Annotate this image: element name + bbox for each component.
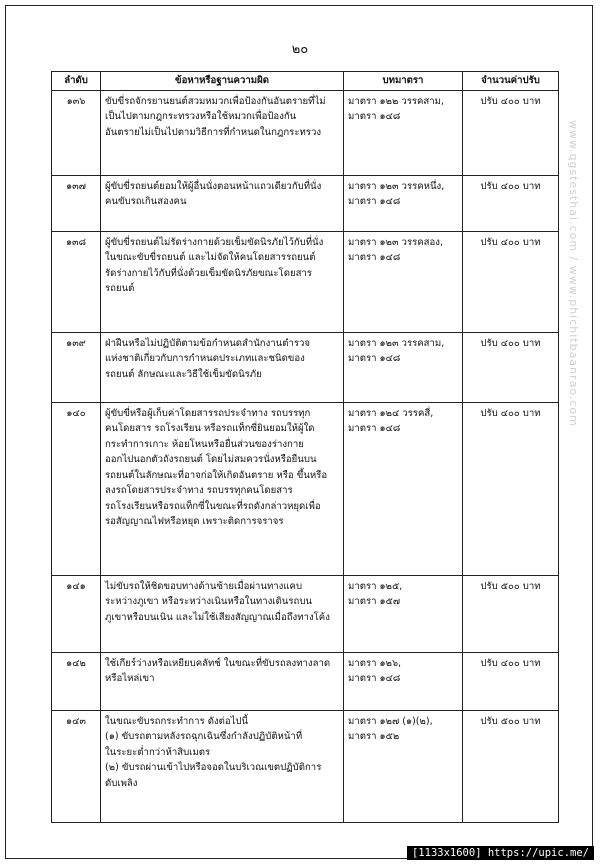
fine-amount: ปรับ ๔๐๐ บาท: [463, 90, 559, 175]
row-number: ๑๓๖: [52, 90, 101, 175]
table-row: [52, 402, 559, 575]
fault-line: ดับเพลิง: [105, 777, 138, 789]
section-line: มาตรา ๑๔๘: [348, 673, 401, 684]
fault-description: [101, 332, 344, 402]
fault-line: ขับขี่รถจักรยานยนต์สวมหมวกเพื่อป้องกันอันตรายที่ไม่: [105, 95, 326, 107]
fault-line: ในขณะขับรถกระทำการ ดังต่อไปนี้: [105, 715, 249, 727]
section-line: มาตรา ๑๕๒: [348, 731, 400, 742]
fault-line: ฝ่าฝืนหรือไม่ปฏิบัติตามข้อกำหนดสำนักงานตำรวจ: [105, 337, 311, 349]
section-line: มาตรา ๑๕๗: [348, 596, 401, 607]
fine-amount: ปรับ ๕๐๐ บาท: [463, 575, 559, 652]
fault-line: ในระยะต่ำกว่าห้าสิบเมตร: [105, 746, 211, 758]
fault-line: (๒) ขับรถผ่านเข้าไปหรือจอดในบริเวณเขตปฏิบัติการ: [105, 762, 322, 773]
section-reference: [344, 652, 463, 710]
fault-line: ใช้เกียร์ว่างหรือเหยียบคลัทช์ ในขณะที่ขับรถลงทางลาด: [105, 657, 331, 669]
fault-description: [101, 710, 344, 822]
fault-line: รัดร่างกายไว้กับที่นั่งด้วยเข็มขัดนิรภัยขณะโดยสาร: [105, 267, 312, 279]
section-reference: [344, 175, 463, 231]
fault-line: แห่งชาติเกี่ยวกับการกำหนดประเภทและชนิดของ: [105, 353, 305, 364]
header-fault: ข้อหาหรือฐานความผิด: [101, 72, 344, 91]
watermark: www.qgstesthai.com / www.phichitbaanrao.com: [567, 120, 580, 427]
section-line: มาตรา ๑๒๗ (๑)(๒),: [348, 715, 433, 727]
section-line: มาตรา ๑๔๘: [348, 423, 401, 434]
fault-description: [101, 402, 344, 575]
table-row: [52, 175, 559, 231]
fault-line: ในขณะขับขี่รถยนต์ และไม่จัดให้คนโดยสารรถยนต์: [105, 252, 316, 263]
row-number: ๑๔๓: [52, 710, 101, 822]
fault-line: ไม่ขับรถให้ชิดขอบทางด้านซ้ายเมื่อผ่านทางแคบ: [105, 580, 303, 592]
fine-amount: ปรับ ๔๐๐ บาท: [463, 652, 559, 710]
fault-line: รถยนต์ในลักษณะที่อาจก่อให้เกิดอันตราย หรือ ขึ้นหรือ: [105, 469, 328, 481]
table-row: [52, 652, 559, 710]
table-row: [52, 575, 559, 652]
fault-line: ผู้ขับขี่รถยนต์ยอมให้ผู้อื่นนั่งตอนหน้าแถวเดียวกับที่นั่ง: [105, 180, 322, 192]
fault-line: (๑) ขับรถตามหลังรถฉุกเฉินซึ่งกำลังปฏิบัติหน้าที่: [105, 731, 303, 742]
section-reference: [344, 575, 463, 652]
fine-amount: ปรับ ๔๐๐ บาท: [463, 402, 559, 575]
section-line: มาตรา ๑๒๓ วรรคสาม,: [348, 337, 445, 349]
fault-line: อันตรายไม่เป็นไปตามวิธีการที่กำหนดในกฎกระทรวง: [105, 126, 322, 138]
fault-description: [101, 652, 344, 710]
row-number: ๑๓๘: [52, 231, 101, 332]
header-seq: ลำดับ: [52, 72, 101, 91]
section-line: มาตรา ๑๔๘: [348, 353, 401, 364]
fault-line: ระหว่างภูเขา หรือระหว่างเนินหรือในทางเดินรถบน: [105, 596, 312, 607]
section-line: มาตรา ๑๒๓ วรรคหนึ่ง,: [348, 180, 445, 192]
section-reference: [344, 710, 463, 822]
header-fine: จำนวนค่าปรับ: [463, 72, 559, 91]
section-line: มาตรา ๑๔๘: [348, 252, 401, 263]
section-reference: [344, 231, 463, 332]
header-section: บทมาตรา: [344, 72, 463, 91]
section-line: มาตรา ๑๒๓ วรรคสอง,: [348, 236, 444, 248]
table-header-row: [52, 72, 559, 91]
fault-line: หรือไหล่เขา: [105, 673, 155, 684]
page-number: ๒๐: [291, 42, 309, 57]
fault-line: คนขับรถเกินสองคน: [105, 196, 187, 207]
fault-line: รอสัญญาณไฟหรือหยุด เพราะติดการจราจร: [105, 516, 284, 527]
table-row: [52, 231, 559, 332]
section-line: มาตรา ๑๒๕,: [348, 580, 403, 592]
fault-line: รถยนต์ ลักษณะและวิธีใช้เข็มขัดนิรภัย: [105, 368, 262, 380]
fault-line: คนโดยสาร รถโรงเรียน หรือรถแท็กซี่ยินยอมให้ผู้ใด: [105, 423, 315, 434]
section-line: มาตรา ๑๔๘: [348, 196, 401, 207]
fine-amount: ปรับ ๔๐๐ บาท: [463, 231, 559, 332]
fault-line: เป็นไปตามกฎกระทรวงหรือใช้หมวกเพื่อป้องกัน: [105, 111, 297, 122]
section-line: มาตรา ๑๒๖,: [348, 657, 402, 669]
row-number: ๑๔๐: [52, 402, 101, 575]
table-row: [52, 332, 559, 402]
section-line: มาตรา ๑๔๘: [348, 111, 401, 122]
fault-description: [101, 90, 344, 175]
fault-description: [101, 575, 344, 652]
section-reference: [344, 90, 463, 175]
section-reference: [344, 332, 463, 402]
fine-amount: ปรับ ๔๐๐ บาท: [463, 175, 559, 231]
fault-line: กระทำการเกาะ ห้อยโหนหรือยื่นส่วนของร่างกาย: [105, 438, 304, 450]
row-number: ๑๔๑: [52, 575, 101, 652]
fine-amount: ปรับ ๔๐๐ บาท: [463, 332, 559, 402]
row-number: ๑๓๗: [52, 175, 101, 231]
section-line: มาตรา ๑๒๔ วรรคสี่,: [348, 407, 434, 419]
fine-amount: ปรับ ๕๐๐ บาท: [463, 710, 559, 822]
fault-line: รถโรงเรียนหรือรถแท็กซี่ในขณะที่รถดังกล่าวหยุดเพื่อ: [105, 500, 321, 512]
fault-line: ออกไปนอกตัวถังรถยนต์ โดยไม่สมควรนั่งหรือยืนบน: [105, 454, 317, 465]
fault-line: ภูเขาหรือบนเนิน และไม่ใช้เสียงสัญญาณเมื่อถึงทางโค้ง: [105, 611, 330, 623]
row-number: ๑๓๙: [52, 332, 101, 402]
section-line: มาตรา ๑๒๒ วรรคสาม,: [348, 95, 445, 107]
fault-line: รถยนต์: [105, 283, 135, 294]
section-reference: [344, 402, 463, 575]
fault-line: ผู้ขับขี่รถยนต์ไม่รัดร่างกายด้วยเข็มขัดนิรภัยไว้กับที่นั่ง: [105, 236, 324, 248]
fault-line: ลงรถโดยสารประจำทาง รถบรรทุกคนโดยสาร: [105, 485, 293, 496]
row-number: ๑๔๒: [52, 652, 101, 710]
table-row: [52, 710, 559, 822]
fault-description: [101, 175, 344, 231]
table-row: [52, 90, 559, 175]
table-body: [52, 90, 559, 822]
fault-line: ผู้ขับขี่หรือผู้เก็บค่าโดยสารรถประจำทาง รถบรรทุก: [105, 407, 311, 419]
fault-description: [101, 231, 344, 332]
image-host-label: [1133x1600] https://upic.me/: [407, 846, 594, 860]
fines-table: [51, 71, 559, 823]
